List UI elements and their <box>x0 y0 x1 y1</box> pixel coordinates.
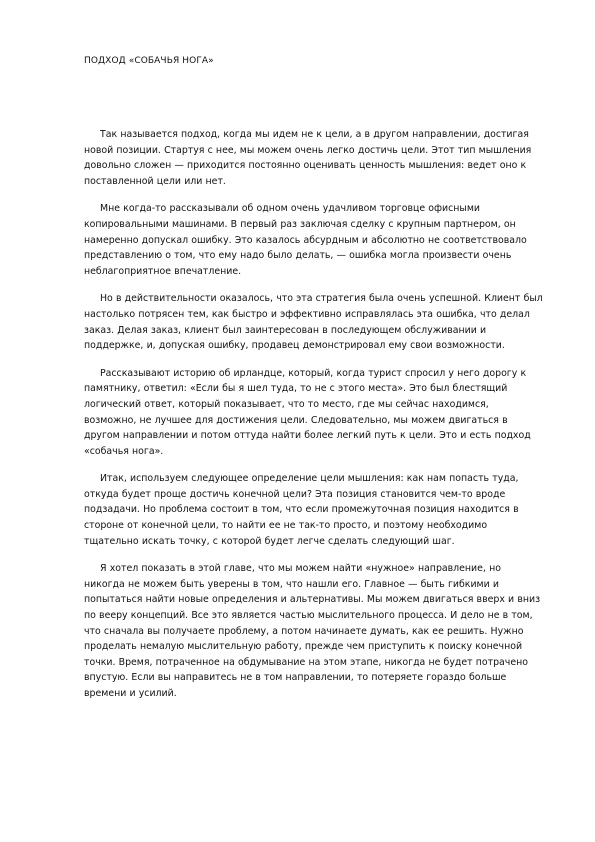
paragraph-4: Рассказывают историю об ирландце, который, когда турист спросил у него дорогу к памятнику, ответил: «Если бы я шел туда, то не с этого места». Это был блестящий логический ответ, который показывает, что то место, где мы сейчас находимся, возможно, не лучшее для достижения цели. Следовательно, мы можем двигаться в другом направлении и потом оттуда найти более легкий путь к цели. Это и есть подход «собачья нога». <box>84 367 531 457</box>
paragraph-2: Мне когда-то рассказывали об одном очень удачливом торговце офисными копировальными машинами. В первый раз заключая сделку с крупным партнером, он намеренно допускал ошибку. Это казалось абсурдным и абсолютно не соответствовало представлению о том, что ему надо было делать, — ошибка могла произвести очень неблагоприятное впечатление. <box>84 203 527 277</box>
paragraph-6: Я хотел показать в этой главе, что мы можем найти «нужное» направление, но никогда не можем быть уверены в том, что нашли его. Главное — быть гибкими и попытаться найти новые определения и альтернативы. Мы можем двигаться вверх и вниз по вееру концепций. Все это является частью мыслительного процесса. И дело не в том, что сначала вы получаете проблему, а потом начинаете думать, как ее решить. Нужно проделать немалую мыслительную работу, прежде чем приступить к поиску конечной точки. Время, потраченное на обдумывание на этом этапе, никогда не будет потрачено впустую. Если вы направитесь не в том направлении, то потеряете гораздо больше времени и усилий. <box>84 563 541 699</box>
paragraph-5: Итак, используем следующее определение цели мышления: как нам попасть туда, откуда будет проще достичь конечной цели? Эта позиция становится чем-то вроде подзадачи. Но проблема состоит в том, что если промежуточная позиция находится в стороне от конечной цели, то найти ее не так-то просто, и поэтому необходимо тщательно искать точку, с которой будет легче сделать следующий шаг. <box>84 473 519 547</box>
paragraph-3: Но в действительности оказалось, что эта стратегия была очень успешной. Клиент был настолько потрясен тем, как быстро и эффективно исправлялась эта ошибка, что делал заказ. Делая заказ, клиент был заинтересован в последующем обслуживании и поддержке, и, допуская ошибку, продавец демонстрировал ему свои возможности. <box>84 293 543 352</box>
document-body <box>84 127 544 714</box>
page-title: ПОДХОД «СОБАЧЬЯ НОГА» <box>84 56 214 66</box>
paragraph-1: Так называется подход, когда мы идем не к цели, а в другом направлении, достигая новой позиции. Стартуя с нее, мы можем очень легко достичь цели. Этот тип мышления довольно сложен — приходится постоянно оценивать ценность мышления: ведет оно к поставленной цели или нет. <box>84 129 532 187</box>
